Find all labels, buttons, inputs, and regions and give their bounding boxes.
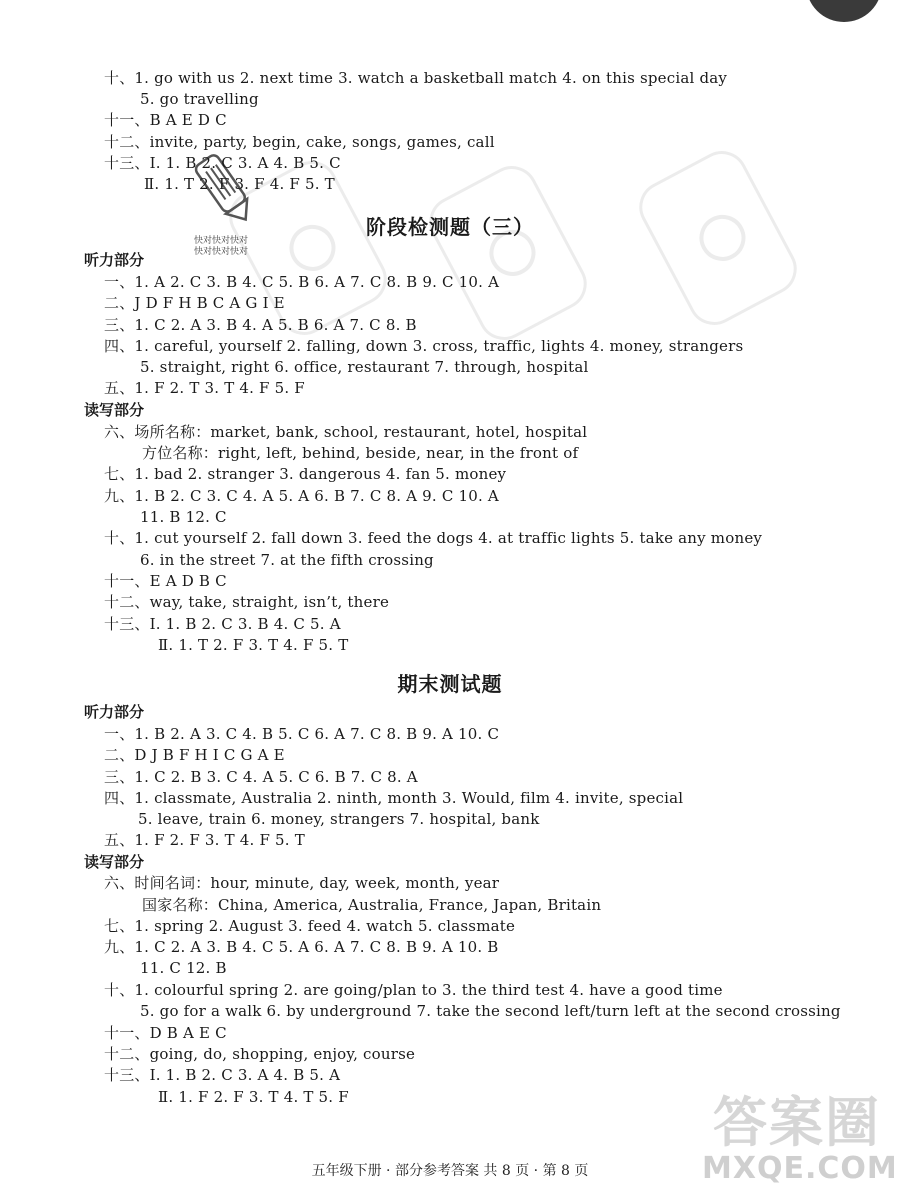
answer-line: 五、1. F 2. F 3. T 4. F 5. T: [104, 831, 305, 849]
answer-line: 二、J D F H B C A G I E: [104, 294, 285, 312]
listening-part-label: 听力部分: [84, 703, 145, 721]
answer-line: 一、1. B 2. A 3. C 4. B 5. C 6. A 7. C 8. B 9. A 10. C: [104, 725, 500, 743]
section-title-final: 期末测试题: [397, 672, 503, 696]
answer-line: 六、时间名词：hour, minute, day, week, month, year: [104, 874, 500, 892]
page-footer: 五年级下册 · 部分参考答案 共 8 页 · 第 8 页: [311, 1163, 589, 1179]
answer-line: 十、1. colourful spring 2. are going/plan to 3. the third test 4. have a good time: [104, 981, 723, 999]
answer-line: 七、1. bad 2. stranger 3. dangerous 4. fan 5. money: [104, 465, 507, 483]
answer-line: 方位名称：right, left, behind, beside, near, in the front of: [142, 444, 579, 462]
answer-line: 5. leave, train 6. money, strangers 7. hospital, bank: [138, 810, 540, 828]
answer-line: 十二、invite, party, begin, cake, songs, games, call: [104, 133, 495, 151]
answer-line: 四、1. classmate, Australia 2. ninth, month 3. Would, film 4. invite, special: [104, 789, 684, 807]
answer-line: Ⅱ. 1. T 2. F 3. F 4. F 5. T: [144, 175, 335, 193]
answer-line: 九、1. B 2. C 3. C 4. A 5. A 6. B 7. C 8. A 9. C 10. A: [104, 487, 499, 505]
answer-line: 五、1. F 2. T 3. T 4. F 5. F: [104, 379, 305, 397]
listening-part-label: 听力部分: [84, 251, 145, 269]
answer-line: 十三、Ⅰ. 1. B 2. C 3. A 4. B 5. C: [104, 154, 341, 172]
answer-line: 十二、way, take, straight, isn’t, there: [104, 593, 390, 611]
reading-writing-part-label: 读写部分: [84, 401, 145, 419]
answer-line: 十二、going, do, shopping, enjoy, course: [104, 1045, 416, 1063]
answer-line: 十、1. go with us 2. next time 3. watch a basketball match 4. on this special day: [104, 69, 728, 87]
answer-line: 十三、Ⅰ. 1. B 2. C 3. B 4. C 5. A: [104, 615, 341, 633]
section-title-stage3: 阶段检测题（三）: [366, 215, 534, 239]
answer-line: 十一、E A D B C: [104, 572, 227, 590]
site-watermark-logo: 答案圈 MXQE.COM: [702, 1091, 898, 1186]
answer-line: 十一、B A E D C: [104, 111, 227, 129]
answer-line: 5. go travelling: [140, 90, 259, 108]
answer-line: 十、1. cut yourself 2. fall down 3. feed the dogs 4. at traffic lights 5. take any money: [104, 529, 763, 547]
pen-logo-caption: 快对快对快对 快对快对快对: [194, 236, 249, 257]
answer-line: 一、1. A 2. C 3. B 4. C 5. B 6. A 7. C 8. B 9. C 10. A: [104, 273, 500, 291]
answer-line: 国家名称：China, America, Australia, France, Japan, Britain: [142, 896, 602, 914]
answer-line: 十三、Ⅰ. 1. B 2. C 3. A 4. B 5. A: [104, 1066, 341, 1084]
corner-page-tab[interactable]: [806, 0, 882, 22]
answer-line: 三、1. C 2. B 3. C 4. A 5. C 6. B 7. C 8. A: [104, 768, 418, 786]
answer-line: 5. straight, right 6. office, restaurant 7. through, hospital: [140, 358, 589, 376]
answer-line: 6. in the street 7. at the fifth crossing: [140, 551, 434, 569]
answer-line: 三、1. C 2. A 3. B 4. A 5. B 6. A 7. C 8. B: [104, 316, 417, 334]
answer-line: 11. B 12. C: [140, 508, 227, 526]
answer-line: 七、1. spring 2. August 3. feed 4. watch 5. classmate: [104, 917, 516, 935]
answer-line: 十一、D B A E C: [104, 1024, 227, 1042]
reading-writing-part-label: 读写部分: [84, 853, 145, 871]
answer-line: 九、1. C 2. A 3. B 4. C 5. A 6. A 7. C 8. B 9. A 10. B: [104, 938, 499, 956]
answer-line: Ⅱ. 1. F 2. F 3. T 4. T 5. F: [158, 1088, 349, 1106]
answer-line: 11. C 12. B: [140, 959, 227, 977]
answer-line: Ⅱ. 1. T 2. F 3. T 4. F 5. T: [158, 636, 349, 654]
answer-line: 5. go for a walk 6. by underground 7. take the second left/turn left at the second crossing: [140, 1002, 841, 1020]
answer-line: 六、场所名称：market, bank, school, restaurant, hotel, hospital: [104, 423, 588, 441]
answer-line: 二、D J B F H I C G A E: [104, 746, 285, 764]
watermark-stamp-mid: [420, 157, 596, 349]
answer-line: 四、1. careful, yourself 2. falling, down 3. cross, traffic, lights 4. money, strangers: [104, 337, 744, 355]
